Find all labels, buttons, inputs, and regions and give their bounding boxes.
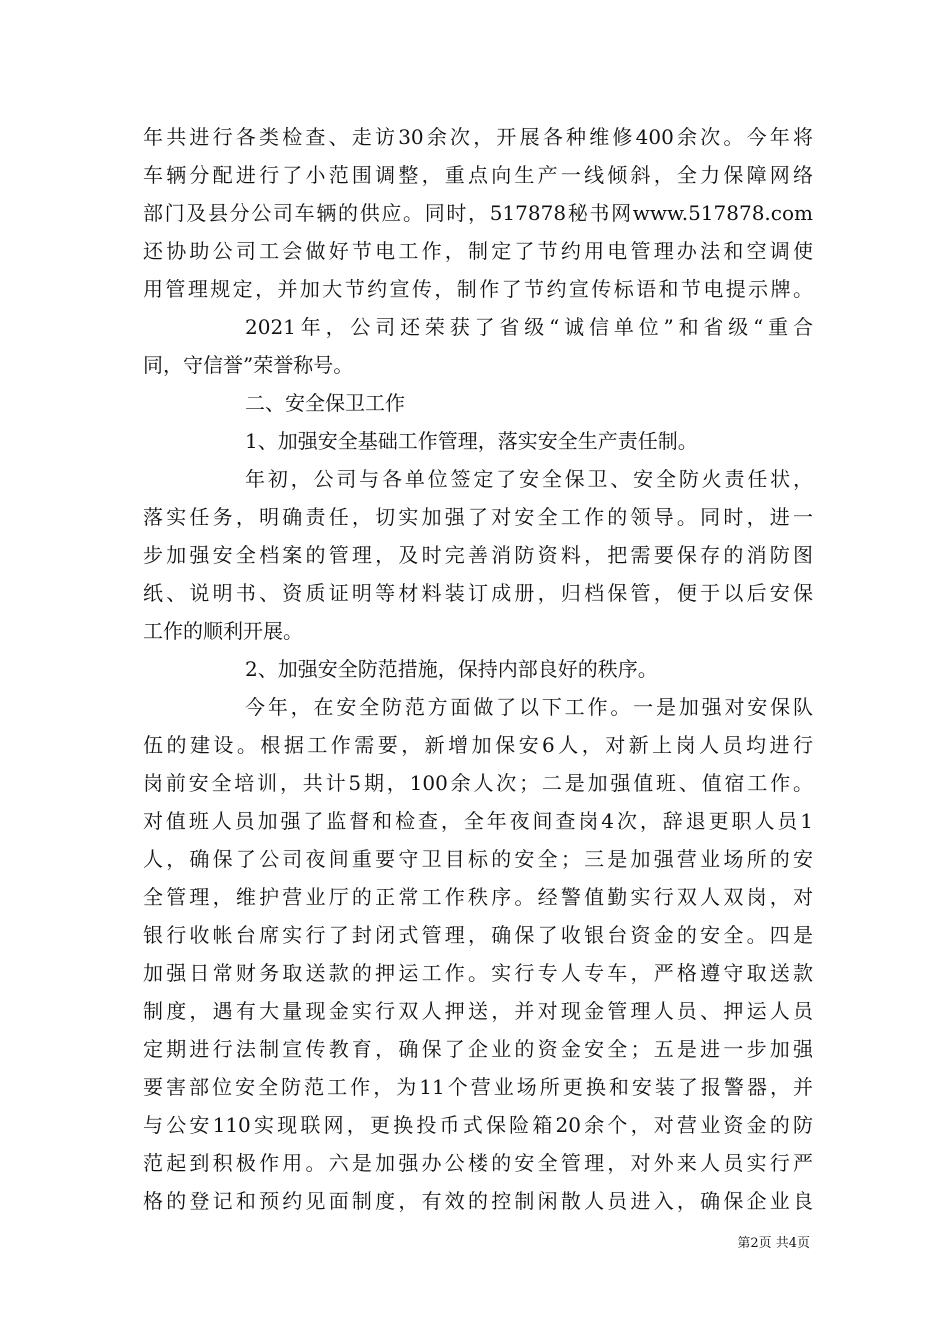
text-line: 格的登记和预约见面制度，有效的控制闲散人员进入，确保企业良 bbox=[143, 1189, 813, 1213]
text-line: 年初，公司与各单位签定了安全保卫、安全防火责任状， bbox=[245, 467, 813, 491]
text-line: 同，守信誉”荣誉称号。 bbox=[143, 353, 354, 377]
text-line: 还协助公司工会做好节电工作，制定了节约用电管理办法和空调使 bbox=[143, 239, 813, 263]
subsection-heading: 2、加强安全防范措施，保持内部良好的秩序。 bbox=[245, 657, 658, 681]
text-line: 工作的顺利开展。 bbox=[143, 619, 303, 643]
page-number-footer: 第2页 共4页 bbox=[737, 1236, 810, 1251]
text-line: 步加强安全档案的管理，及时完善消防资料，把需要保存的消防图 bbox=[143, 543, 813, 567]
text-line: 伍的建设。根据工作需要，新增加保安6人，对新上岗人员均进行 bbox=[143, 733, 813, 757]
text-line: 对值班人员加强了监督和检查，全年夜间查岗4次，辞退更职人员1 bbox=[143, 809, 813, 833]
text-line: 2021年，公司还荣获了省级“诚信单位”和省级“重合 bbox=[245, 315, 813, 339]
text-line: 车辆分配进行了小范围调整，重点向生产一线倾斜，全力保障网络 bbox=[143, 163, 813, 187]
text-line: 定期进行法制宣传教育，确保了企业的资金安全；五是进一步加强 bbox=[143, 1037, 813, 1061]
section-heading: 二、安全保卫工作 bbox=[245, 391, 405, 415]
text-line: 用管理规定，并加大节约宣传，制作了节约宣传标语和节电提示牌。 bbox=[143, 277, 813, 301]
subsection-heading: 1、加强安全基础工作管理，落实安全生产责任制。 bbox=[245, 429, 698, 453]
text-line: 要害部位安全防范工作，为11个营业场所更换和安装了报警器，并 bbox=[143, 1075, 813, 1099]
text-line: 人，确保了公司夜间重要守卫目标的安全；三是加强营业场所的安 bbox=[143, 847, 813, 871]
text-line: 加强日常财务取送款的押运工作。实行专人专车，严格遵守取送款 bbox=[143, 961, 813, 985]
text-line: 部门及县分公司车辆的供应。同时，517878秘书网www.517878.com bbox=[143, 201, 813, 225]
text-line: 纸、说明书、资质证明等材料装订成册，归档保管，便于以后安保 bbox=[143, 581, 813, 605]
text-line: 银行收帐台席实行了封闭式管理，确保了收银台资金的安全。四是 bbox=[143, 923, 813, 947]
text-line: 全管理，维护营业厅的正常工作秩序。经警值勤实行双人双岗，对 bbox=[143, 885, 813, 909]
text-line: 今年，在安全防范方面做了以下工作。一是加强对安保队 bbox=[245, 695, 813, 719]
text-line: 与公安110实现联网，更换投币式保险箱20余个，对营业资金的防 bbox=[143, 1113, 813, 1137]
text-line: 制度，遇有大量现金实行双人押送，并对现金管理人员、押运人员 bbox=[143, 999, 813, 1023]
text-line: 范起到积极作用。六是加强办公楼的安全管理，对外来人员实行严 bbox=[143, 1151, 813, 1175]
text-line: 年共进行各类检查、走访30余次，开展各种维修400余次。今年将 bbox=[143, 125, 813, 149]
text-line: 岗前安全培训，共计5期，100余人次；二是加强值班、值宿工作。 bbox=[143, 771, 813, 795]
text-line: 落实任务，明确责任，切实加强了对安全工作的领导。同时，进一 bbox=[143, 505, 813, 529]
